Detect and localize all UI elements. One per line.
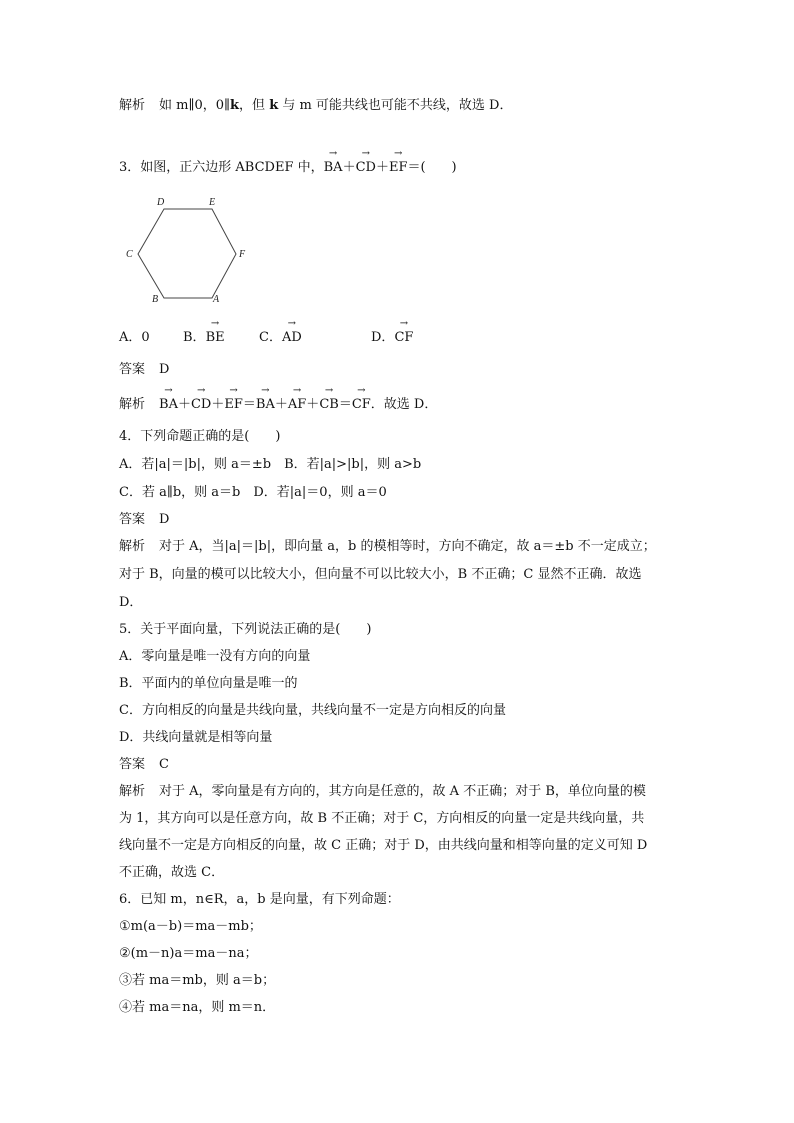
solution-q5-line3: 线向量不一定是方向相反的向量，故 C 正确；对于 D，由共线向量和相等向量的定义可知 D xyxy=(119,838,648,853)
question-5-option-c: C．方向相反的向量是共线向量，共线向量不一定是方向相反的向量 xyxy=(119,703,506,718)
question-6-item-1: ①m(a－b)＝ma－mb； xyxy=(119,919,262,934)
question-5-option-a: A．零向量是唯一没有方向的向量 xyxy=(119,649,311,664)
option-d: D．→ CF xyxy=(371,329,413,347)
question-6-stem: 6．已知 m，n∈R，a，b 是向量，有下列命题： xyxy=(119,892,400,907)
vertex-label-F: F xyxy=(239,249,246,260)
solution-q3: 解析→ BA＋→ CD＋→ EF＝→ BA＋→ AF＋→ CB＝→ CF．故选 D． xyxy=(119,396,437,414)
vertex-label-D: D xyxy=(157,197,165,208)
question-5-stem: 5．关于平面向量，下列说法正确的是( ) xyxy=(119,622,372,637)
solution-label: 解析 xyxy=(119,98,146,113)
solution-q4-line3: D． xyxy=(119,595,143,610)
answer-q5: 答案 C xyxy=(119,757,169,772)
question-6-item-3: ③若 ma＝mb，则 a＝b； xyxy=(119,973,276,988)
hexagon-shape xyxy=(138,209,236,298)
solution-q5-line4: 不正确，故选 C． xyxy=(119,865,225,880)
solution-q5-line1: 解析 对于 A，零向量是有方向的，其方向是任意的，故 A 不正确；对于 B，单位向量的模 xyxy=(119,784,646,799)
question-5-option-d: D．共线向量就是相等向量 xyxy=(119,730,273,745)
option-a: A．0 xyxy=(119,330,150,345)
answer-q4: 答案 D xyxy=(119,512,170,527)
solution-q5-line2: 为 1，其方向可以是任意方向，故 B 不正确；对于 C，方向相反的向量一定是共线向量，共 xyxy=(119,811,645,826)
hexagon-figure xyxy=(120,192,260,308)
option-b: B．→ BE xyxy=(183,329,225,347)
answer-q3: 答案 D xyxy=(119,362,170,377)
question-4-options-cd: C．若 a∥b，则 a＝b D．若|a|＝0，则 a＝0 xyxy=(119,485,387,500)
vector-BA: → BA xyxy=(324,159,343,177)
solution-q2: 解析 如 m∥0，0∥k，但 k 与 m 可能共线也可能不共线，故选 D． xyxy=(119,98,513,113)
solution-q4-line1: 解析 对于 A，当|a|＝|b|，即向量 a，b 的模相等时，方向不确定，故 a＝±b 不一定成立； xyxy=(119,539,656,554)
vertex-label-C: C xyxy=(126,249,133,260)
question-5-option-b: B．平面内的单位向量是唯一的 xyxy=(119,676,298,691)
question-3-stem: 3．如图，正六边形 ABCDEF 中，→ BA＋→ CD＋→ EF＝( ) xyxy=(119,159,457,177)
solution-q4-line2: 对于 B，向量的模可以比较大小，但向量不可以比较大小，B 不正确；C 显然不正确．故选 xyxy=(119,567,642,582)
vector-EF: → EF xyxy=(389,159,408,177)
vertex-label-A: A xyxy=(213,294,220,305)
question-6-item-4: ④若 ma＝na，则 m＝n． xyxy=(119,1000,276,1015)
option-c: C．→ AD xyxy=(259,329,302,347)
question-4-stem: 4．下列命题正确的是( ) xyxy=(119,429,281,444)
question-6-item-2: ②(m－n)a＝ma－na； xyxy=(119,946,258,961)
vector-CD: → CD xyxy=(356,159,376,177)
question-3-options xyxy=(119,329,150,347)
vertex-label-E: E xyxy=(209,197,216,208)
vertex-label-B: B xyxy=(152,294,159,305)
question-4-options-ab: A．若|a|＝|b|，则 a＝±b B．若|a|>|b|，则 a>b xyxy=(119,457,422,472)
